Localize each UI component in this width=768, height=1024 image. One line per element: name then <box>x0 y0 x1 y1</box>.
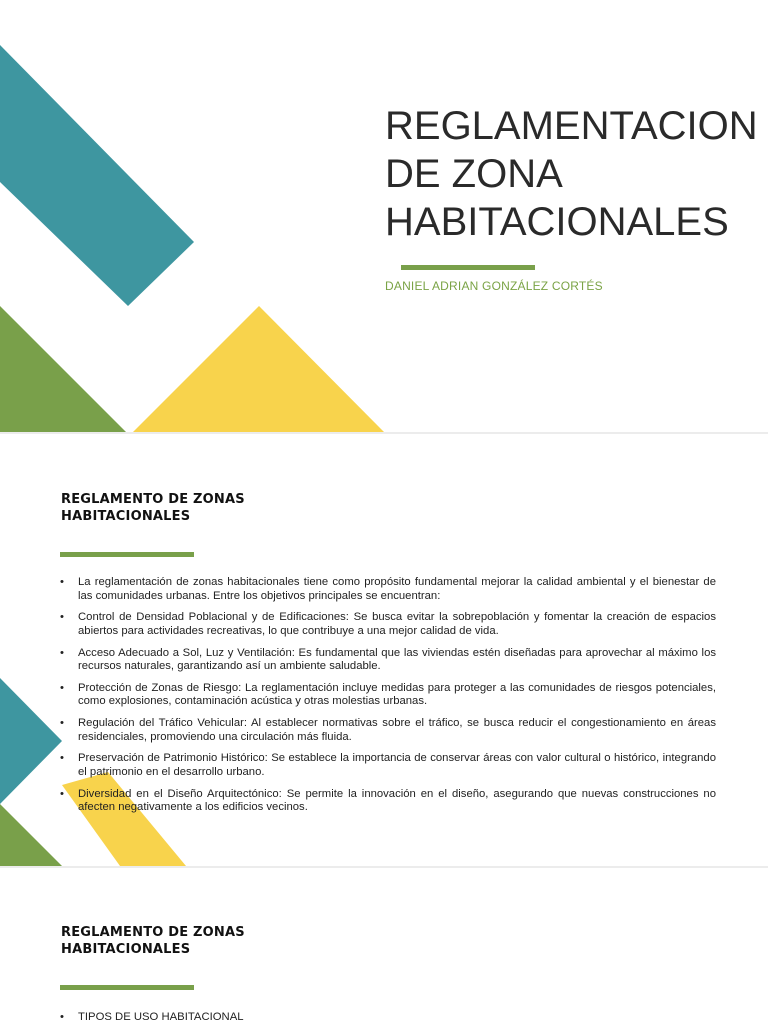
list-item: • La reglamentación de zonas habitacionales tiene como propósito fundamental mejorar la calidad ambiental y el bienestar de las comunidades urbanas. Entre los objetivos principales se encuentran: <box>60 576 716 603</box>
list-item: • TIPOS DE USO HABITACIONAL <box>60 1011 716 1024</box>
list-item: • Acceso Adecuado a Sol, Luz y Ventilación: Es fundamental que las viviendas estén diseñadas para aprovechar al máximo los recursos naturales, garantizando así un ambiente saludable. <box>60 647 716 674</box>
bullet-list <box>60 576 716 823</box>
bullet-list <box>60 1011 716 1024</box>
list-item: • Protección de Zonas de Riesgo: La reglamentación incluye medidas para proteger a las comunidades de riesgos potenciales, como explosiones, contaminación acústica y otras molestias urbanas. <box>60 682 716 709</box>
list-item: • Diversidad en el Diseño Arquitectónico: Se permite la innovación en el diseño, asegurando que nuevas construcciones no afecten negativamente a los edificios vecinos. <box>60 788 716 815</box>
teal-diagonal-band <box>0 678 62 804</box>
heading-accent-line <box>60 552 194 557</box>
green-triangle <box>0 306 126 432</box>
heading-accent-line <box>60 985 194 990</box>
list-item: • Regulación del Tráfico Vehicular: Al establecer normativas sobre el tráfico, se busca reducir el congestionamiento en áreas residenciales, promoviendo una circulación más fluida. <box>60 717 716 744</box>
decorative-shapes <box>0 0 400 432</box>
content-slide <box>0 434 768 866</box>
title-accent-line <box>401 265 535 270</box>
content-slide <box>0 868 768 1024</box>
presentation-title: REGLAMENTACION DE ZONA HABITACIONALES <box>385 104 758 244</box>
list-item: • Control de Densidad Poblacional y de Edificaciones: Se busca evitar la sobrepoblación y fomentar la creación de espacios abiertos para actividades recreativas, lo que contribuye a una mejor calidad de vida. <box>60 611 716 638</box>
author-name: DANIEL ADRIAN GONZÁLEZ CORTÉS <box>385 279 603 293</box>
green-triangle <box>0 804 62 866</box>
yellow-triangle <box>133 306 384 432</box>
slide-heading: REGLAMENTO DE ZONAS HABITACIONALES <box>61 925 245 957</box>
slide-heading: REGLAMENTO DE ZONAS HABITACIONALES <box>61 492 245 524</box>
list-item: • Preservación de Patrimonio Histórico: Se establece la importancia de conservar áreas con valor cultural o histórico, integrando el patrimonio en el desarrollo urbano. <box>60 752 716 779</box>
teal-diagonal-band <box>0 45 194 306</box>
title-slide <box>0 0 768 432</box>
